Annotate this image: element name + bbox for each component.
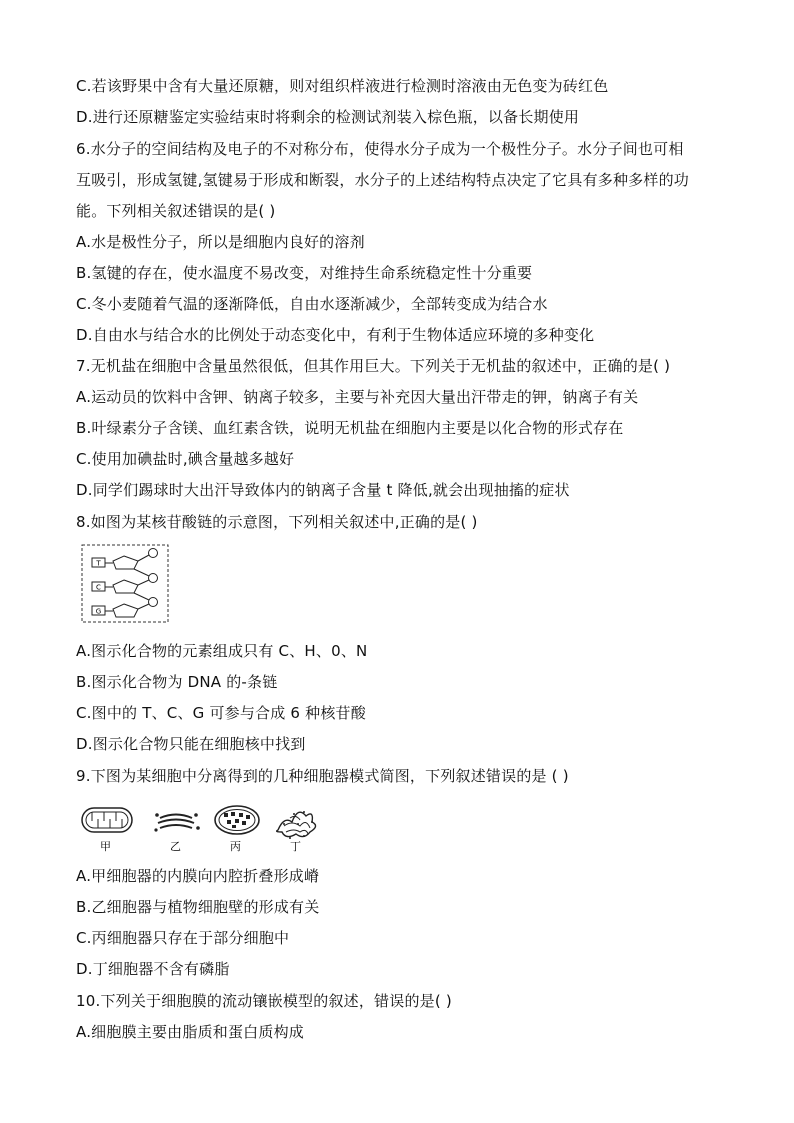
option-10a: A.细胞膜主要由脂质和蛋白质构成 [76, 1023, 304, 1041]
option-9c: C.丙细胞器只存在于部分细胞中 [76, 929, 290, 947]
nucleotide-chain-figure [80, 543, 172, 625]
base-label-2: C [96, 583, 101, 592]
question-8: 8.如图为某核苷酸链的示意图，下列相关叙述中,正确的是( ) [76, 513, 478, 531]
option-6d: D.自由水与结合水的比例处于动态变化中，有利于生物体适应环境的多种变化 [76, 326, 595, 344]
organelle-label-yi: 乙 [170, 840, 181, 853]
nucleotide-unit-1 [92, 549, 158, 577]
question-10: 10.下列关于细胞膜的流动镶嵌模型的叙述，错误的是( ) [76, 992, 452, 1010]
chloroplast-icon [215, 806, 259, 834]
option-7b: B.叶绿素分子含镁、血红素含铁，说明无机盐在细胞内主要是以化合物的形式存在 [76, 419, 624, 437]
option-8d: D.图示化合物只能在细胞核中找到 [76, 735, 306, 753]
organelles-figure [78, 800, 338, 854]
question-6-line-2: 互吸引，形成氢键,氢键易于形成和断裂，水分子的上述结构特点决定了它具有多种多样的功 [76, 171, 689, 189]
nucleotide-unit-2 [92, 574, 158, 601]
option-9a: A.甲细胞器的内膜向内腔折叠形成嵴 [76, 867, 320, 885]
organelle-label-ding: 丁 [290, 840, 301, 853]
question-7: 7.无机盐在细胞中含量虽然很低，但其作用巨大。下列关于无机盐的叙述中，正确的是( ) [76, 357, 671, 375]
option-6b: B.氢键的存在，使水温度不易改变，对维持生命系统稳定性十分重要 [76, 264, 533, 282]
endoplasmic-reticulum-icon [277, 811, 316, 839]
option-7c: C.使用加碘盐时,碘含量越多越好 [76, 450, 295, 468]
option-5c: C.若该野果中含有大量还原糖，则对组织样液进行检测时溶液由无色变为砖红色 [76, 77, 609, 95]
nucleotide-unit-3 [92, 598, 158, 618]
question-9: 9.下图为某细胞中分离得到的几种细胞器模式简图，下列叙述错误的是 ( ) [76, 767, 569, 785]
organelle-label-bing: 丙 [230, 840, 241, 853]
mitochondrion-icon [82, 808, 132, 832]
option-6c: C.冬小麦随着气温的逐渐降低，自由水逐渐减少，全部转变成为结合水 [76, 295, 548, 313]
option-8c: C.图中的 T、C、G 可参与合成 6 种核苷酸 [76, 704, 366, 722]
golgi-icon [154, 813, 199, 831]
base-label-1: T [96, 559, 101, 568]
base-label-3: G [95, 607, 102, 616]
organelle-label-jia: 甲 [100, 840, 111, 853]
option-5d: D.进行还原糖鉴定实验结束时将剩余的检测试剂装入棕色瓶，以备长期使用 [76, 108, 580, 126]
option-8a: A.图示化合物的元素组成只有 C、H、0、N [76, 642, 368, 660]
question-6-line-3: 能。下列相关叙述错误的是( ) [76, 202, 276, 220]
option-6a: A.水是极性分子，所以是细胞内良好的溶剂 [76, 233, 365, 251]
option-8b: B.图示化合物为 DNA 的-条链 [76, 673, 278, 691]
option-9b: B.乙细胞器与植物细胞壁的形成有关 [76, 898, 320, 916]
option-7d: D.同学们踢球时大出汗导致体内的钠离子含量 t 降低,就会出现抽搐的症状 [76, 481, 570, 499]
question-6-line-1: 6.水分子的空间结构及电子的不对称分布，使得水分子成为一个极性分子。水分子间也可相 [76, 140, 684, 158]
option-9d: D.丁细胞器不含有磷脂 [76, 960, 230, 978]
option-7a: A.运动员的饮料中含钾、钠离子较多，主要与补充因大量出汗带走的钾，钠离子有关 [76, 388, 639, 406]
